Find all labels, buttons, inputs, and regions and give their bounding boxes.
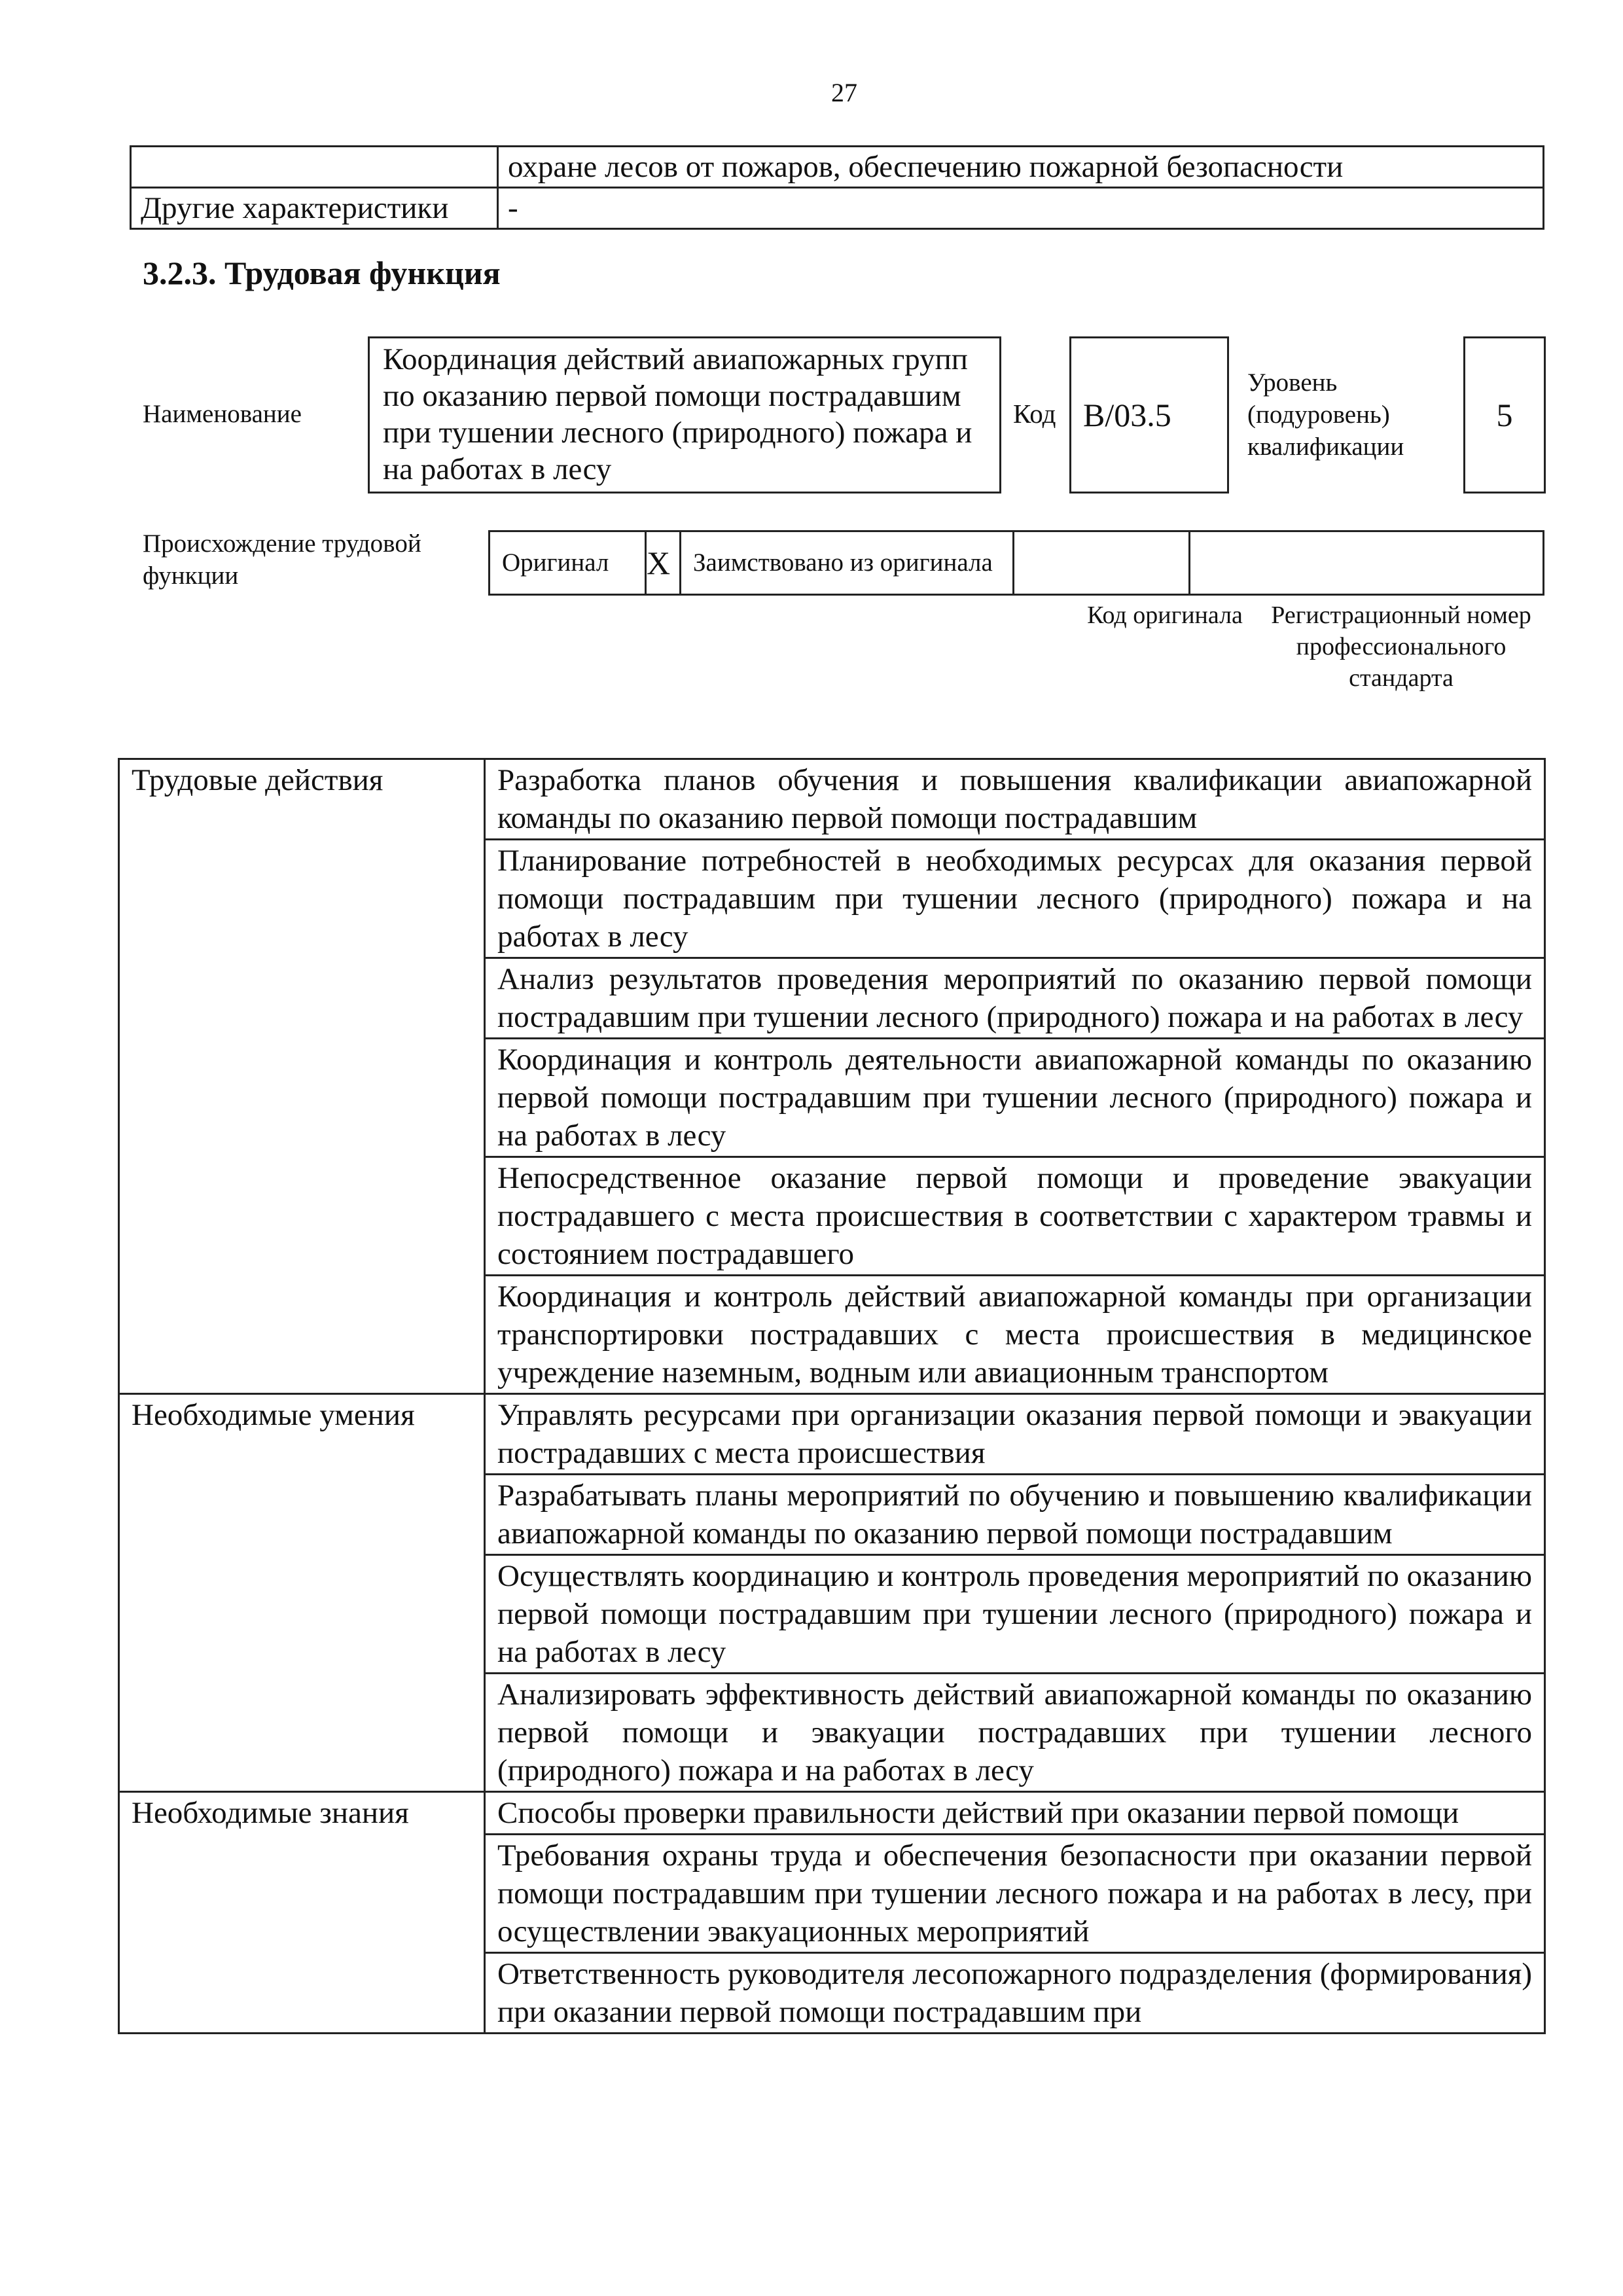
skill-item: Анализировать эффективность действий авиапожарной команды по оказанию первой помощи и эвакуации пострадавших при тушении лесного (природного) пожара и на работах в лесу bbox=[485, 1674, 1545, 1792]
reg-number-cell bbox=[1190, 531, 1544, 595]
table-row bbox=[490, 531, 1544, 595]
caption-original-code: Код оригинала bbox=[1087, 601, 1243, 629]
origin-table bbox=[488, 530, 1544, 596]
original-code-cell bbox=[1014, 531, 1190, 595]
continuation-table bbox=[130, 145, 1544, 230]
skill-item: Управлять ресурсами при организации оказания первой помощи и эвакуации пострадавших с места происшествия bbox=[485, 1394, 1545, 1475]
original-label: Оригинал bbox=[490, 531, 646, 595]
page-number: 27 bbox=[831, 78, 857, 107]
knowledge-item: Требования охраны труда и обеспечения безопасности при оказании первой помощи пострадавшим при тушении лесного пожара и на работах в лесу, при осуществлении эвакуационных мероприятий bbox=[485, 1835, 1545, 1953]
name-label: Наименование bbox=[143, 400, 302, 428]
borrowed-label: Заимствовано из оригинала bbox=[681, 531, 1014, 595]
table-row bbox=[119, 1394, 1545, 1475]
original-mark: X bbox=[646, 531, 681, 595]
labor-action-item: Непосредственное оказание первой помощи и проведение эвакуации пострадавшего с места происшествия в соответствии с характером травмы и состоянием пострадавшего bbox=[485, 1157, 1545, 1276]
labor-action-item: Координация и контроль деятельности авиапожарной команды по оказанию первой помощи пострадавшим при тушении лесного (природного) пожара и на работах в лесу bbox=[485, 1039, 1545, 1157]
knowledge-item: Способы проверки правильности действий при оказании первой помощи bbox=[485, 1792, 1545, 1835]
labor-action-item: Разработка планов обучения и повышения квалификации авиапожарной команды по оказанию первой помощи пострадавшим bbox=[485, 759, 1545, 840]
labor-action-item: Анализ результатов проведения мероприятий по оказанию первой помощи пострадавшим при тушении лесного (природного) пожара и на работах в лесу bbox=[485, 958, 1545, 1039]
table-row bbox=[119, 759, 1545, 840]
table-row bbox=[119, 1792, 1545, 1835]
caption-reg-number: Регистрационный номер профессионального стандарта bbox=[1271, 601, 1531, 692]
labor-actions-label: Трудовые действия bbox=[119, 759, 485, 1394]
table-row bbox=[131, 188, 1544, 229]
function-name-box: Координация действий авиапожарных групп по оказанию первой помощи пострадавшим при тушении лесного (природного) пожара и на работах в лесу bbox=[368, 336, 1001, 493]
row-value: - bbox=[498, 188, 1544, 229]
code-label: Код bbox=[1013, 399, 1056, 429]
skill-item: Осуществлять координацию и контроль проведения мероприятий по оказанию первой помощи пострадавшим при тушении лесного (природного) пожара и на работах в лесу bbox=[485, 1555, 1545, 1674]
main-table bbox=[118, 758, 1546, 2034]
knowledge-label: Необходимые знания bbox=[119, 1792, 485, 2034]
row-label: Другие характеристики bbox=[131, 188, 498, 229]
origin-label: Происхождение трудовой функции bbox=[143, 529, 421, 590]
knowledge-item: Ответственность руководителя лесопожарного подразделения (формирования) при оказании первой помощи пострадавшим при bbox=[485, 1953, 1545, 2034]
labor-action-item: Планирование потребностей в необходимых ресурсах для оказания первой помощи пострадавшим при тушении лесного (природного) пожара и на работах в лесу bbox=[485, 840, 1545, 958]
table-row bbox=[131, 147, 1544, 188]
row-label bbox=[131, 147, 498, 188]
section-title: 3.2.3. Трудовая функция bbox=[143, 255, 501, 291]
skill-item: Разрабатывать планы мероприятий по обучению и повышению квалификации авиапожарной команды по оказанию первой помощи пострадавшим bbox=[485, 1475, 1545, 1555]
skills-label: Необходимые умения bbox=[119, 1394, 485, 1792]
level-label: Уровень (подуровень) квалификации bbox=[1247, 368, 1404, 461]
row-value: охране лесов от пожаров, обеспечению пожарной безопасности bbox=[498, 147, 1544, 188]
labor-action-item: Координация и контроль действий авиапожарной команды при организации транспортировки пострадавших с места происшествия в медицинское учреждение наземным, водным или авиационным транспортом bbox=[485, 1276, 1545, 1394]
level-box: 5 bbox=[1463, 336, 1546, 493]
code-box: B/03.5 bbox=[1069, 336, 1229, 493]
